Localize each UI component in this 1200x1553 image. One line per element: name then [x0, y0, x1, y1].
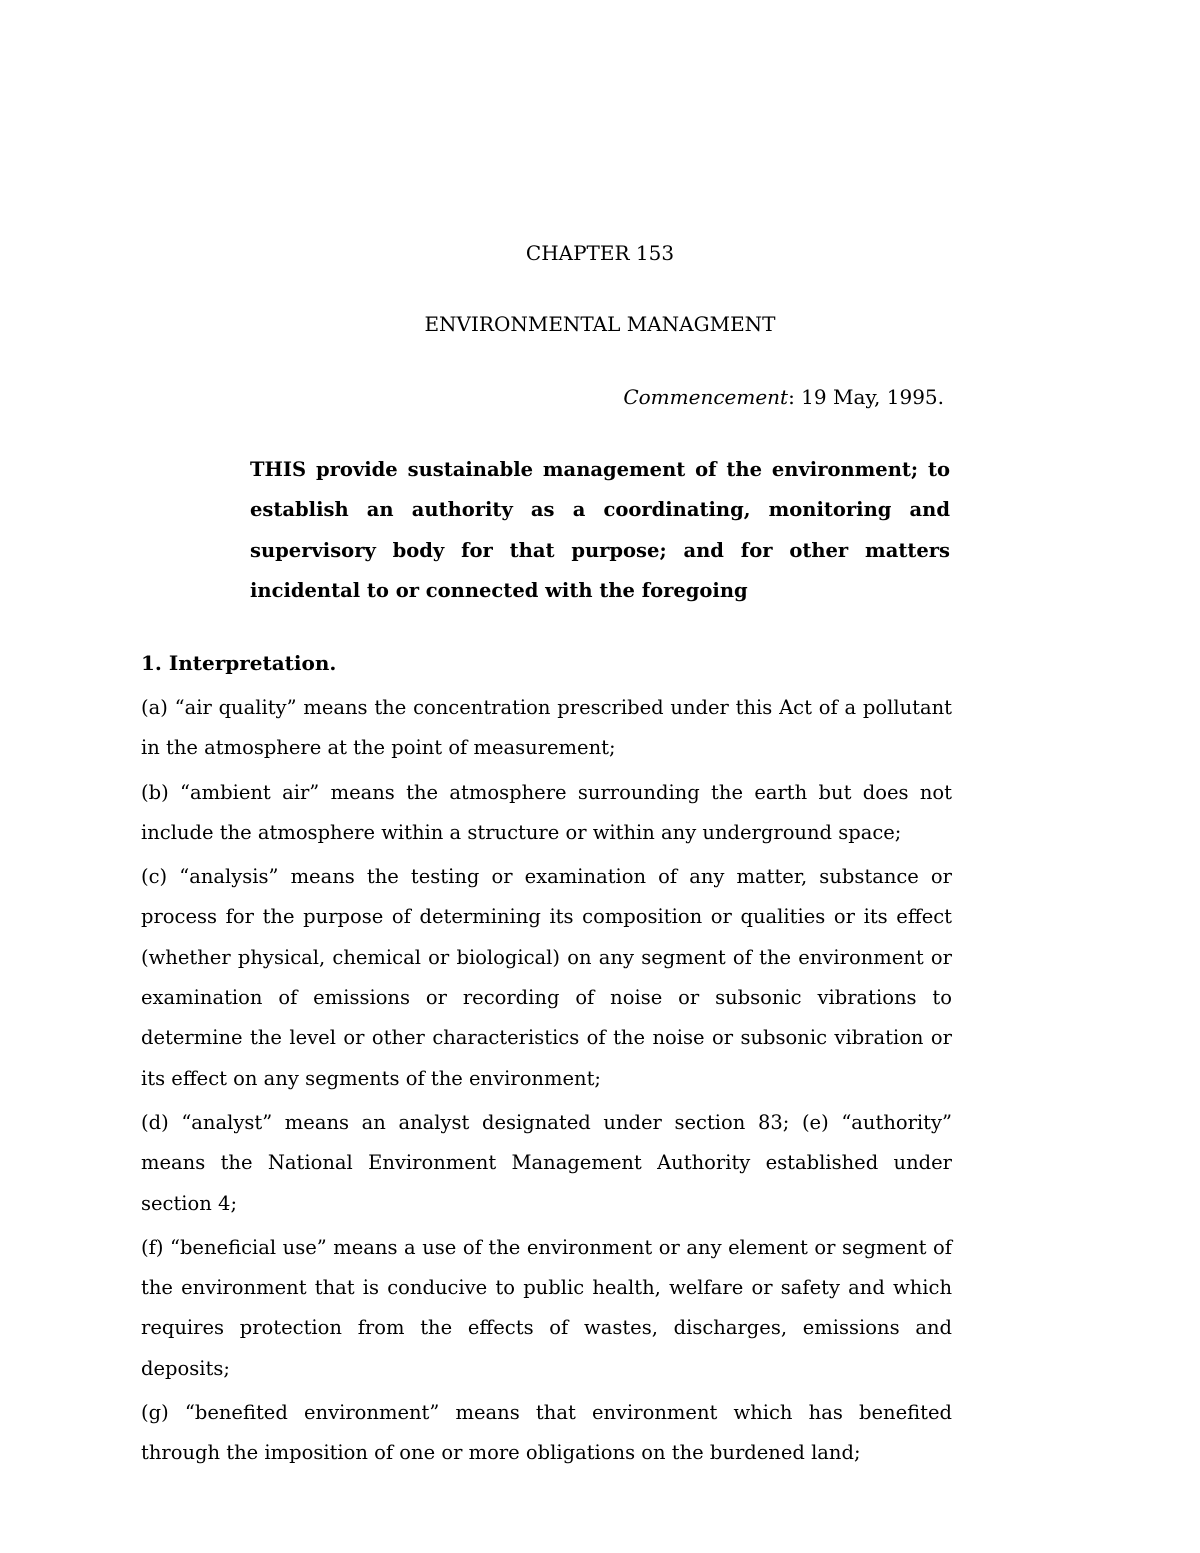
- section-heading: 1. Interpretation.: [141, 651, 337, 675]
- act-title: ENVIRONMENTAL MANAGMENT: [424, 312, 776, 336]
- long-title: THIS provide sustainable management of the environment; to establish an authority as a coordinating, monitoring and supervisory body for that purpose; and for other matters incidental to or connected with the foregoing: [250, 458, 950, 602]
- definition-analyst-authority: (d) “analyst” means an analyst designated under section 83; (e) “authority” means the National Environment Management Authority established under section 4;: [141, 1110, 952, 1215]
- definition-ambient-air: (b) “ambient air” means the atmosphere surrounding the earth but does not include the atmosphere within a structure or within any underground space;: [141, 780, 952, 844]
- definitions-list: [141, 688, 952, 1478]
- definition-analysis: (c) “analysis” means the testing or examination of any matter, substance or process for the purpose of determining its composition or qualities or its effect (whether physical, chemical or biological) on any segment of the environment or examination of emissions or recording of noise or subsonic vibrations to determine the level or other characteristics of the noise or subsonic vibration or its effect on any segments of the environment;: [141, 865, 952, 1090]
- chapter-number: CHAPTER 153: [525, 241, 675, 265]
- commencement-date: : 19 May, 1995.: [788, 385, 944, 409]
- definition-air-quality: (a) “air quality” means the concentration prescribed under this Act of a pollutant in the atmosphere at the point of measurement;: [141, 696, 952, 760]
- definition-beneficial-use: (f) “beneficial use” means a use of the environment or any element or segment of the environment that is conducive to public health, welfare or safety and which requires protection from the effects of wastes, discharges, emissions and deposits;: [141, 1235, 952, 1380]
- commencement-label: Commencement: [623, 385, 789, 409]
- definition-benefited-environment: (g) “benefited environment” means that environment which has benefited through the imposition of one or more obligations on the burdened land;: [141, 1401, 952, 1465]
- commencement-line: [623, 382, 944, 412]
